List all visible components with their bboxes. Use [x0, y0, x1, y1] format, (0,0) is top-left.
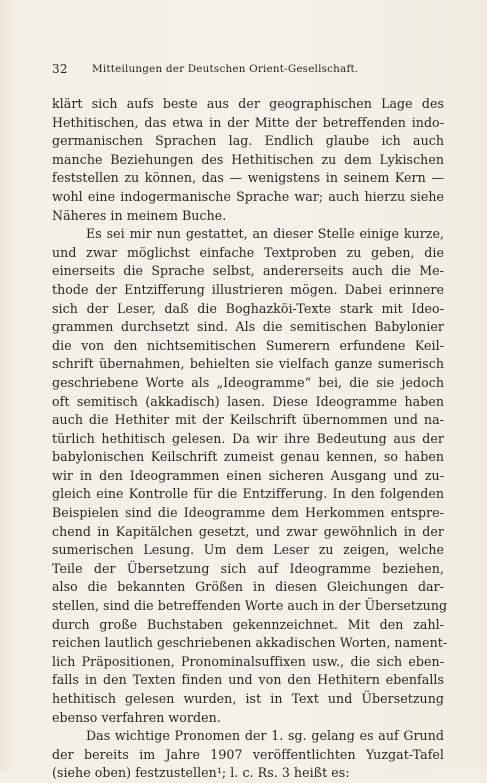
text-line: germanischen Sprachen lag. Endlich glaube ich auch: [52, 133, 444, 149]
text-line: feststellen zu können, das — wenigstens in seinem Kern —: [52, 170, 444, 186]
text-line: Teile der Übersetzung sich auf Ideogramme beziehen,: [52, 560, 444, 576]
text-line: wir in den Ideogrammen einen sicheren Ausgang und zu-: [52, 467, 444, 483]
text-line: gleich eine Kontrolle für die Entzifferung. In den folgenden: [52, 486, 444, 502]
page-number: 32: [52, 62, 68, 76]
text-line: die von den nichtsemitischen Sumerern erfundene Keil-: [52, 337, 444, 353]
text-line: türlich hethitisch gelesen. Da wir ihre Bedeutung aus der: [52, 430, 444, 446]
text-line: (siehe oben) festzustellen¹; l. c. Rs. 3 heißt es:: [52, 765, 350, 781]
text-line: und zwar möglichst einfache Textproben zu geben, die: [52, 244, 444, 260]
text-line: manche Beziehungen des Hethitischen zu dem Lykischen: [52, 151, 444, 167]
text-line: lich Präpositionen, Pronominalsuffixen usw., die sich eben-: [52, 653, 444, 669]
body-text: [52, 95, 448, 783]
text-line: der bereits im Jahre 1907 veröffentlichten Yuzgat-Tafel: [52, 746, 444, 762]
text-line: babylonischen Keilschrift zumeist genau kennen, so haben: [52, 449, 444, 465]
text-line: hethitisch gelesen wurden, ist in Text und Übersetzung: [52, 691, 444, 706]
text-line: sumerischen Lesung. Um dem Leser zu zeigen, welche: [52, 542, 444, 558]
text-line: Hethitischen, das etwa in der Mitte der betreffenden indo-: [52, 114, 444, 130]
running-head: Mitteilungen der Deutschen Orient-Gesellschaft.: [92, 63, 359, 75]
text-line: stellen, sind die betreffenden Worte auch in der Übersetzung: [52, 598, 448, 614]
text-line: grammen durchsetzt sind. Als die semitischen Babylonier: [52, 319, 444, 335]
text-line: reichen lautlich geschriebenen akkadischen Worten, nament-: [52, 635, 448, 651]
text-line: ebenso verfahren worden.: [52, 709, 221, 725]
text-line: Näheres in meinem Buche.: [52, 207, 227, 223]
text-line: thode der Entzifferung illustrieren mögen. Dabei erinnere: [52, 281, 444, 297]
text-line: einerseits die Sprache selbst, andererseits auch die Me-: [52, 263, 444, 279]
text-line: klärt sich aufs beste aus der geographischen Lage des: [52, 96, 444, 111]
text-line: falls in den Texten finden und von den Hethitern ebenfalls: [52, 672, 444, 688]
text-line: chend in Kapitälchen gesetzt, und zwar gewöhnlich in der: [52, 523, 444, 539]
text-line: also die bekannten Größen in diesen Gleichungen dar-: [52, 579, 444, 595]
text-line: auch die Hethiter mit der Keilschrift übernommen und na-: [52, 412, 444, 428]
text-line: sich der Leser, daß die Boghazköi-Texte stark mit Ideo-: [52, 300, 444, 316]
text-line: Es sei mir nun gestattet, an dieser Stelle einige kurze,: [86, 226, 444, 242]
text-line: schrift übernahmen, behielten sie vielfach ganze sumerisch: [52, 356, 444, 372]
text-line: wohl eine indogermanische Sprache war; auch hierzu siehe: [52, 188, 444, 204]
text-line: geschriebene Worte als „Ideogramme“ bei, die sie jedoch: [52, 374, 444, 390]
text-line: Das wichtige Pronomen der 1. sg. gelang es auf Grund: [86, 728, 444, 744]
text-line: oft semitisch (akkadisch) lasen. Diese Ideogramme haben: [52, 393, 444, 409]
text-line: Beispielen sind die Ideogramme dem Herkommen entspre-: [52, 505, 444, 521]
text-line: durch große Buchstaben gekennzeichnet. Mit den zahl-: [52, 616, 444, 632]
page-header: [52, 62, 444, 76]
